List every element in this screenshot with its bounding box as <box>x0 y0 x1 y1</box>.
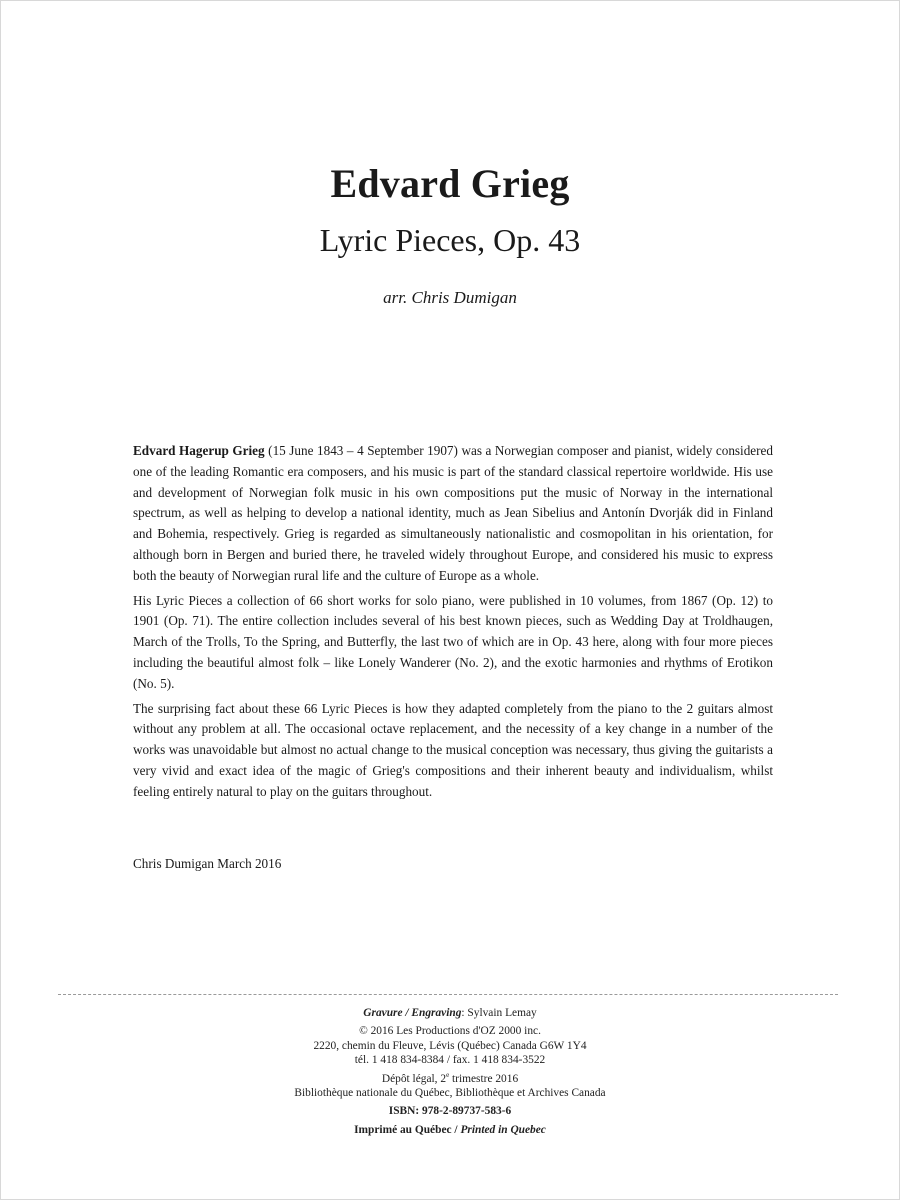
footer-divider <box>58 994 838 995</box>
publisher-phone: tél. 1 418 834-8384 / fax. 1 418 834-3522 <box>354 1054 546 1067</box>
legal-deposit-suffix: trimestre 2016 <box>449 1072 519 1085</box>
publisher-credits <box>0 1006 900 1141</box>
arranger-credit: arr. Chris Dumigan <box>383 288 517 307</box>
engraving-credit <box>0 1006 900 1020</box>
copyright-line: © 2016 Les Productions d'OZ 2000 inc. <box>359 1025 541 1038</box>
printed-in-separator: / <box>451 1123 461 1136</box>
publisher-address: 2220, chemin du Fleuve, Lévis (Québec) Canada G6W 1Y4 <box>313 1039 587 1052</box>
printed-in <box>0 1123 900 1137</box>
engraving-label: Gravure / Engraving <box>363 1007 462 1019</box>
legal-deposit-line <box>0 1072 900 1086</box>
composer-name: Edvard Grieg <box>330 161 570 206</box>
printed-in-fr: Imprimé au Québec <box>354 1123 452 1136</box>
bio-paragraph-1 <box>133 441 773 587</box>
work-title: Lyric Pieces, Op. 43 <box>319 222 581 258</box>
legal-deposit-superscript: e <box>446 1070 450 1079</box>
bio-paragraph-2: His Lyric Pieces a collection of 66 short works for solo piano, were published in 10 volumes, from 1867 (Op. 12) to 1901 (Op. 71). The entire collection includes several of his best known pieces, such as Wedding Day at Troldhaugen, March of the Trolls, To the Spring, and Butterfly, the last two of which are in Op. 43 here, along with four more pieces including the beautiful almost folk – like Lonely Wanderer (No. 2), and the exotic harmonies and rhythms of Erotikon (No. 5). <box>133 592 773 691</box>
engraving-separator: : <box>461 1007 468 1019</box>
biography-text <box>133 441 773 807</box>
printed-in-en: Printed in Quebec <box>460 1123 546 1136</box>
engraver-name: Sylvain Lemay <box>467 1007 537 1019</box>
libraries-line: Bibliothèque nationale du Québec, Bibliothèque et Archives Canada <box>294 1087 606 1100</box>
bio-paragraph-1-text: (15 June 1843 – 4 September 1907) was a Norwegian composer and pianist, widely considered one of the leading Romantic era composers, and his music is part of the standard classical repertoire worldwide. His use and development of Norwegian folk music in his own compositions put the music of Norway in the international spectrum, as well as helping to develop a national identity, much as Jean Sibelius and Antonín Dvorják did in Finland and Bohemia, respectively. Grieg is regarded as simultaneously nationalistic and cosmopolitan in his orientation, for although born in Bergen and buried there, he traveled widely throughout Europe, and considered his music to express both the beauty of Norwegian rural life and the culture of Europe as a whole. <box>133 443 773 583</box>
bio-signature: Chris Dumigan March 2016 <box>133 856 282 871</box>
bio-lead-name: Edvard Hagerup Grieg <box>133 443 265 458</box>
legal-deposit <box>0 1072 900 1101</box>
publisher-info <box>0 1024 900 1067</box>
bio-paragraph-3: The surprising fact about these 66 Lyric Pieces is how they adapted completely from the piano to the 2 guitars almost without any problem at all. The occasional octave replacement, and the necessity of a key change in a number of the works was unavoidable but almost no actual change to the musical conception was necessary, thus giving the guitarists a very vivid and exact idea of the magic of Grieg's compositions and their inherent beauty and individualism, whilst feeling entirely natural to play on the guitars throughout. <box>133 700 773 799</box>
isbn: ISBN: 978-2-89737-583-6 <box>388 1105 512 1118</box>
legal-deposit-prefix: Dépôt légal, 2 <box>381 1072 447 1085</box>
